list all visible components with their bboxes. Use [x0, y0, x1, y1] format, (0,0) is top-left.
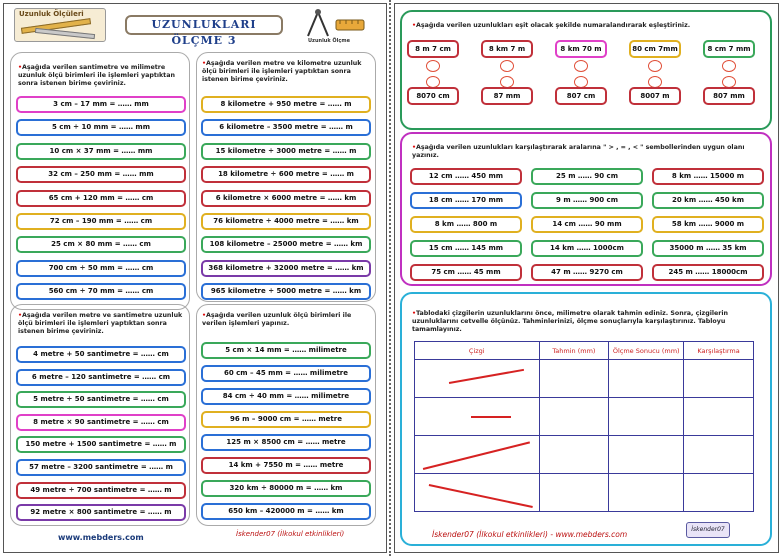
exercise-item[interactable]: 150 metre + 1500 santimetre = …… m: [16, 436, 186, 453]
answer-circle[interactable]: [648, 60, 662, 72]
exercise-item[interactable]: 368 kilometre + 32000 metre = …… km: [201, 260, 371, 277]
exercise-item[interactable]: 84 cm ÷ 40 mm = …… milimetre: [201, 388, 371, 405]
result-cell[interactable]: [609, 360, 684, 398]
page-divider: [389, 0, 391, 556]
red-line: [423, 441, 530, 469]
estimate-cell[interactable]: [539, 436, 609, 474]
comparison-item[interactable]: 12 cm …… 450 mm: [410, 168, 522, 185]
red-line: [429, 484, 533, 508]
exercise-item[interactable]: 32 cm – 250 mm = …… mm: [16, 166, 186, 183]
result-cell[interactable]: [609, 436, 684, 474]
compare-cell[interactable]: [684, 398, 754, 436]
match-top-box[interactable]: 8 m 7 cm: [407, 40, 459, 58]
left-signature: İskender07 (İlkokul etkinlikleri): [236, 530, 345, 538]
comparison-item[interactable]: 20 km …… 450 km: [652, 192, 764, 209]
result-cell[interactable]: [609, 474, 684, 512]
comparison-item[interactable]: 35000 m …… 35 km: [652, 240, 764, 257]
comparison-item[interactable]: 58 km …… 9000 m: [652, 216, 764, 233]
table-header-row: [415, 342, 754, 360]
comparison-item[interactable]: 8 km …… 15000 m: [652, 168, 764, 185]
page-title: UZUNLUKLARI ÖLÇME 3: [125, 15, 283, 35]
compass-icon: [300, 8, 368, 38]
exercise-item[interactable]: 5 cm ÷ 10 mm = …… mm: [16, 119, 186, 136]
header-cizgi: Çizgi: [415, 342, 540, 360]
comparison-item[interactable]: 9 m …… 900 cm: [531, 192, 643, 209]
line-cell: [415, 436, 540, 474]
logo-text: Uzunluk Ölçüleri: [19, 10, 84, 18]
estimate-cell[interactable]: [539, 474, 609, 512]
red-line: [449, 369, 524, 384]
match-bottom-box[interactable]: 87 mm: [481, 87, 533, 105]
comparison-instruction: •Aşağıda verilen uzunlukları karşılaştırarak aralarına " > , = , < " sembollerinden uygun olanı yazınız.: [412, 144, 745, 159]
exercise-item[interactable]: 8 kilometre + 950 metre = …… m: [201, 96, 371, 113]
comparison-item[interactable]: 14 cm …… 90 mm: [531, 216, 643, 233]
comparison-item[interactable]: 25 m …… 90 cm: [531, 168, 643, 185]
line-cell: [415, 474, 540, 512]
comparison-item[interactable]: 8 km …… 800 m: [410, 216, 522, 233]
exercise-item[interactable]: 320 km ÷ 80000 m = …… km: [201, 480, 371, 497]
instruction-km-m: •Aşağıda verilen metre ve kilometre uzunluk ölçü birimleri ile işlemleri yaptıktan sonra istenen birime çeviriniz.: [202, 60, 362, 83]
match-bottom-box[interactable]: 8070 cm: [407, 87, 459, 105]
exercise-item[interactable]: 92 metre × 800 santimetre = …… m: [16, 504, 186, 521]
comparison-item[interactable]: 14 km …… 1000cm: [531, 240, 643, 257]
exercise-item[interactable]: 72 cm – 190 mm = …… cm: [16, 213, 186, 230]
header-olcme: Ölçme Sonucu (mm): [609, 342, 684, 360]
comparison-item[interactable]: 245 m …… 18000cm: [652, 264, 764, 281]
measurement-instruction: •Tablodaki çizgilerin uzunluklarını önce, milimetre olarak tahmin ediniz. Sonra, çizgilerin uzunluklarını cetvelle ölçünüz. Tahminlerinizi, ölçme sonuçlarıyla karşılaştırınız. Tabloyu tamamlayınız.: [412, 310, 729, 333]
instruction-cm-mm: •Aşağıda verilen santimetre ve milimetre uzunluk ölçü birimleri ile işlemleri yaptıktan sonra istenen birime çeviriniz.: [18, 64, 175, 87]
comparison-item[interactable]: 15 cm …… 145 mm: [410, 240, 522, 257]
left-footer-website: www.mebders.com: [58, 533, 144, 542]
exercise-item[interactable]: 5 metre ÷ 50 santimetre = …… cm: [16, 391, 186, 408]
match-bottom-box[interactable]: 807 cm: [555, 87, 607, 105]
table-row: [415, 360, 754, 398]
red-line: [471, 416, 511, 418]
line-cell: [415, 360, 540, 398]
exercise-item[interactable]: 6 metre – 120 santimetre = …… cm: [16, 369, 186, 386]
compare-cell[interactable]: [684, 360, 754, 398]
table-row: [415, 398, 754, 436]
match-bottom-box[interactable]: 8007 m: [629, 87, 681, 105]
answer-circle[interactable]: [574, 60, 588, 72]
comparison-item[interactable]: 75 cm …… 45 mm: [410, 264, 522, 281]
comparison-item[interactable]: 18 cm …… 170 mm: [410, 192, 522, 209]
match-bottom-box[interactable]: 807 mm: [703, 87, 755, 105]
exercise-item[interactable]: 8 metre × 90 santimetre = …… cm: [16, 414, 186, 431]
answer-circle[interactable]: [722, 60, 736, 72]
header-karsilastirma: Karşılaştırma: [684, 342, 754, 360]
exercise-item[interactable]: 3 cm – 17 mm = …… mm: [16, 96, 186, 113]
matching-instruction: •Aşağıda verilen uzunlukları eşit olacak şekilde numaralandırarak eşleştiriniz.: [412, 22, 691, 29]
exercise-item[interactable]: 4 metre + 50 santimetre = …… cm: [16, 346, 186, 363]
exercise-item[interactable]: 57 metre – 3200 santimetre = …… m: [16, 459, 186, 476]
instruction-m-cm: •Aşağıda verilen metre ve santimetre uzunluk ölçü birimleri ile işlemleri yaptıktan sonra istenen birime çeviriniz.: [18, 312, 183, 335]
exercise-item[interactable]: 76 kilometre ÷ 4000 metre = …… km: [201, 213, 371, 230]
match-top-box[interactable]: 8 km 70 m: [555, 40, 607, 58]
header-tahmin: Tahmin (mm): [539, 342, 609, 360]
exercise-item[interactable]: 6 kilometre × 6000 metre = …… km: [201, 190, 371, 207]
uzunluk-logo: [14, 8, 106, 42]
exercise-item[interactable]: 60 cm – 45 mm = …… milimetre: [201, 365, 371, 382]
exercise-item[interactable]: 18 kilometre ÷ 600 metre = …… m: [201, 166, 371, 183]
exercise-item[interactable]: 6 kilometre – 3500 metre = …… m: [201, 119, 371, 136]
exercise-item[interactable]: 5 cm × 14 mm = …… milimetre: [201, 342, 371, 359]
table-row: [415, 436, 754, 474]
answer-circle[interactable]: [426, 60, 440, 72]
exercise-item[interactable]: 650 km – 420000 m = …… km: [201, 503, 371, 520]
result-cell[interactable]: [609, 398, 684, 436]
exercise-item[interactable]: 96 m – 9000 cm = …… metre: [201, 411, 371, 428]
answer-circle[interactable]: [500, 60, 514, 72]
estimate-cell[interactable]: [539, 398, 609, 436]
exercise-item[interactable]: 10 cm × 37 mm = …… mm: [16, 143, 186, 160]
estimate-cell[interactable]: [539, 360, 609, 398]
exercise-item[interactable]: 65 cm + 120 mm = …… cm: [16, 190, 186, 207]
table-row: [415, 474, 754, 512]
compass-illustration: [300, 8, 368, 44]
exercise-item[interactable]: 25 cm × 80 mm = …… cm: [16, 236, 186, 253]
match-top-box[interactable]: 80 cm 7mm: [629, 40, 681, 58]
instruction-mixed: •Aşağıda verilen uzunluk ölçü birimleri ile verilen işlemleri yapınız.: [202, 312, 352, 327]
compare-cell[interactable]: [684, 474, 754, 512]
tape-measure-icon: [35, 28, 95, 39]
exercise-item[interactable]: 15 kilometre ÷ 3000 metre = …… m: [201, 143, 371, 160]
exercise-item[interactable]: 560 cm ÷ 70 mm = …… cm: [16, 283, 186, 300]
line-cell: [415, 398, 540, 436]
exercise-item[interactable]: 49 metre ÷ 700 santimetre = …… m: [16, 482, 186, 499]
comparison-item[interactable]: 47 m …… 9270 cm: [531, 264, 643, 281]
right-footer: İskender07 (İlkokul etkinlikleri) - www.mebders.com: [432, 530, 628, 539]
exercise-item[interactable]: 965 kilometre ÷ 5000 metre = …… km: [201, 283, 371, 300]
match-top-box[interactable]: 8 km 7 m: [481, 40, 533, 58]
exercise-item[interactable]: 14 km + 7550 m = …… metre: [201, 457, 371, 474]
measurement-table: [414, 341, 754, 512]
exercise-item[interactable]: 125 m × 8500 cm = …… metre: [201, 434, 371, 451]
signature-stamp: İskender07: [686, 522, 730, 538]
compass-label: Uzunluk Ölçme: [308, 38, 350, 44]
match-top-box[interactable]: 8 cm 7 mm: [703, 40, 755, 58]
exercise-item[interactable]: 108 kilometre – 25000 metre = …… km: [201, 236, 371, 253]
exercise-item[interactable]: 700 cm ÷ 50 mm = …… cm: [16, 260, 186, 277]
compare-cell[interactable]: [684, 436, 754, 474]
